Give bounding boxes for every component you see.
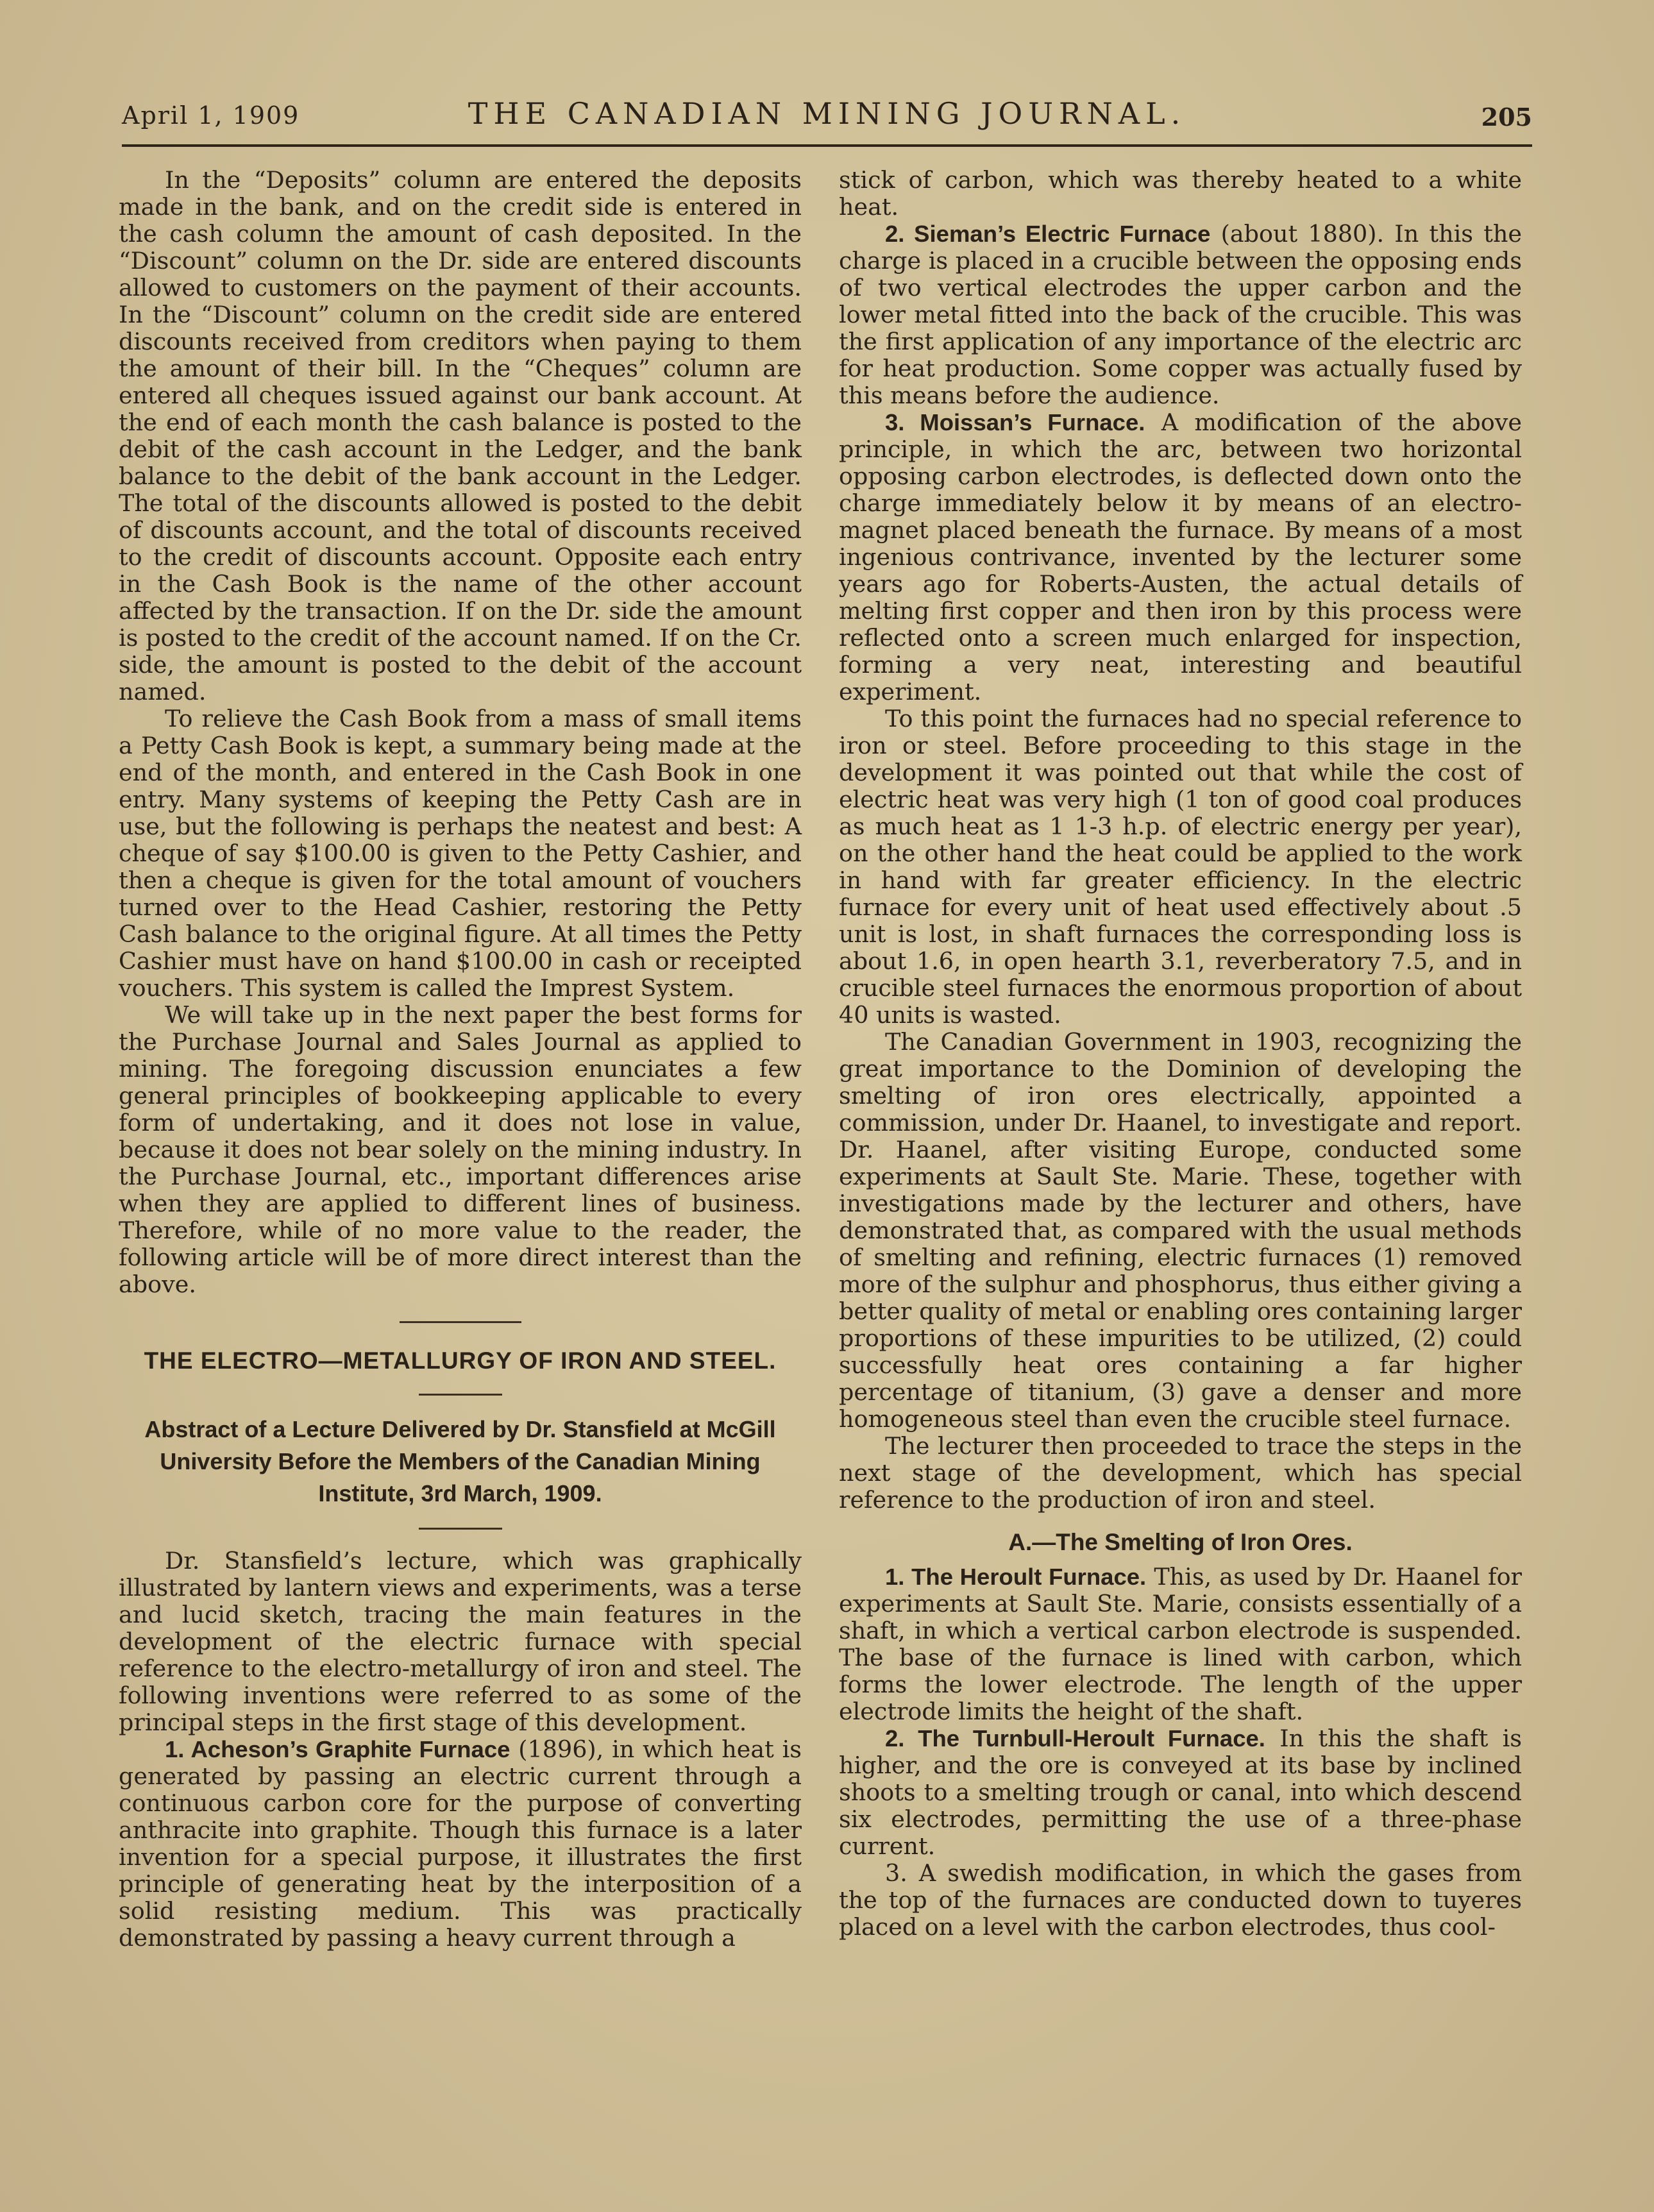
list-item xyxy=(119,1736,802,1952)
paragraph: stick of carbon, which was thereby heated to a white heat. xyxy=(839,166,1522,221)
item-text: (about 1880). In this the charge is placed in a crucible between the opposing ends of two vertical electrodes the upper carbon and the lower metal fitted into the back of the crucible. This was the first application of any importance of the electric arc for heat production. Some copper was actually fused by this means before the audience. xyxy=(839,220,1522,409)
left-column xyxy=(119,167,802,1952)
list-item xyxy=(839,1564,1522,1725)
divider xyxy=(419,1394,502,1396)
item-title: 3. Moissan’s Furnace. xyxy=(885,409,1145,435)
page-header xyxy=(122,96,1532,141)
list-item xyxy=(839,1725,1522,1860)
list-item xyxy=(839,409,1522,705)
item-text: (1896), in which heat is generated by passing an electric current through a continuous carbon core for the purpose of converting anthracite into graphite. Though this furnace is a later invention for a special purpose, it illustrates the first principle of generating heat by the interposition of a solid resisting medium. This was practically demonstrated by passing a heavy current through a xyxy=(119,1735,802,1952)
item-text: This, as used by Dr. Haanel for experiments at Sault Ste. Marie, consists essentially of a shaft, in which a vertical carbon electrode is suspended. The base of the furnace is lined with carbon, which forms the lower electrode. The length of the upper electrode limits the height of the shaft. xyxy=(839,1563,1522,1725)
paragraph: In the “Deposits” column are entered the deposits made in the bank, and on the credit side is entered in the cash column the amount of cash deposited. In the “Discount” column on the Dr. side are entered discounts allowed to customers on the payment of their accounts. In the “Discount” column on the credit side are entered discounts received from creditors when paying to them the amount of their bill. In the “Cheques” column are entered all cheques issued against our bank account. At the end of each month the cash balance is posted to the debit of the cash account in the Ledger, and the bank balance to the debit of the bank account in the Ledger. The total of the discounts allowed is posted to the debit of discounts account, and the total of discounts received to the credit of discounts account. Opposite each entry in the Cash Book is the name of the other account affected by the transaction. If on the Dr. side the amount is posted to the credit of the account named. If on the Cr. side, the amount is posted to the debit of the account named. xyxy=(119,166,802,705)
divider xyxy=(419,1528,502,1530)
item-title: 2. Sieman’s Electric Furnace xyxy=(885,221,1211,247)
item-title: 2. The Turnbull-Heroult Furnace. xyxy=(885,1725,1265,1752)
list-item xyxy=(839,221,1522,409)
page-number: 205 xyxy=(1481,103,1532,131)
paragraph: The Canadian Government in 1903, recognizing the great importance to the Dominion of developing the smelting of iron ores electrically, appointed a commission, under Dr. Haanel, to investigate and report. Dr. Haanel, after visiting Europe, conducted some experiments at Sault Ste. Marie. These, together with investigations made by the lecturer and others, have demonstrated that, as compared with the usual methods of smelting and refining, electric furnaces (1) removed more of the sulphur and phosphorus, thus either giving a better quality of metal or enabling ores containing larger proportions of these impurities to be utilized, (2) could successfully heat ores containing a far higher percentage of titanium, (3) gave a denser and more homogeneous steel than even the crucible steel furnace. xyxy=(839,1028,1522,1433)
section-heading: A.—The Smelting of Iron Ores. xyxy=(1008,1529,1353,1555)
item-title: 1. The Heroult Furnace. xyxy=(885,1564,1147,1590)
list-item: 3. A swedish modification, in which the gases from the top of the furnaces are conducted down to tuyeres placed on a level with the carbon electrodes, thus cool- xyxy=(839,1859,1522,1941)
item-text: A modification of the above principle, in which the arc, between two horizontal opposing carbon electrodes, is deflected down onto the charge immediately below it by means of an electro-magnet placed beneath the furnace. By means of a most ingenious contrivance, invented by the lecturer some years ago for Roberts-Austen, the actual details of melting first copper and then iron by this process were reflected onto a screen much enlarged for inspection, forming a very neat, interesting and beautiful experiment. xyxy=(839,409,1522,705)
paragraph: To relieve the Cash Book from a mass of small items a Petty Cash Book is kept, a summary being made at the end of the month, and entered in the Cash Book in one entry. Many systems of keeping the Petty Cash are in use, but the following is perhaps the neatest and best: A cheque of say $100.00 is given to the Petty Cashier, and then a cheque is given for the total amount of vouchers turned over to the Head Cashier, restoring the Petty Cash balance to the original figure. At all times the Petty Cashier must have on hand $100.00 in cash or receipted vouchers. This system is called the Imprest System. xyxy=(119,705,802,1002)
paragraph: The lecturer then proceeded to trace the steps in the next stage of the development, which has special reference to the production of iron and steel. xyxy=(839,1432,1522,1514)
issue-date: April 1, 1909 xyxy=(122,101,300,130)
paragraph: Dr. Stansfield’s lecture, which was graphically illustrated by lantern views and experiments, was a terse and lucid sketch, tracing the main features in the development of the electric furnace with special reference to the electro-metallurgy of iron and steel. The following inventions were referred to as some of the principal steps in the first stage of this development. xyxy=(119,1547,802,1736)
item-title: 1. Acheson’s Graphite Furnace xyxy=(165,1736,511,1762)
article-abstract: Abstract of a Lecture Delivered by Dr. Stansfield at McGill University Before the Members of the Canadian Mining Institute, 3rd March, 1909. xyxy=(144,1416,776,1507)
paragraph: To this point the furnaces had no special reference to iron or steel. Before proceeding to this stage in the development it was pointed out that while the cost of electric heat was very high (1 ton of good coal produces as much heat as 1 1-3 h.p. of electric energy per year), on the other hand the heat could be applied to the work in hand with far greater efficiency. In the electric furnace for every unit of heat used effectively about .5 unit is lost, in shaft furnaces the corresponding loss is about 1.6, in open hearth 3.1, reverberatory 7.5, and in crucible steel furnaces the enormous proportion of about 40 units is wasted. xyxy=(839,705,1522,1029)
header-rule xyxy=(122,144,1532,147)
paragraph: We will take up in the next paper the best forms for the Purchase Journal and Sales Journal as applied to mining. The foregoing discussion enunciates a few general principles of bookkeeping applicable to every form of undertaking, and it does not lose in value, because it does not bear solely on the mining industry. In the Purchase Journal, etc., important differences arise when they are applied to different lines of business. Therefore, while of no more value to the reader, the following article will be of more direct interest than the above. xyxy=(119,1001,802,1298)
divider xyxy=(400,1321,521,1323)
article-title: THE ELECTRO—METALLURGY OF IRON AND STEEL. xyxy=(144,1347,777,1374)
item-text: In this the shaft is higher, and the ore is conveyed at its base by inclined shoots to a smelting trough or canal, into which descend six electrodes, permitting the use of a three-phase current. xyxy=(839,1725,1523,1860)
right-column xyxy=(839,167,1522,1941)
journal-title: THE CANADIAN MINING JOURNAL. xyxy=(468,96,1186,131)
